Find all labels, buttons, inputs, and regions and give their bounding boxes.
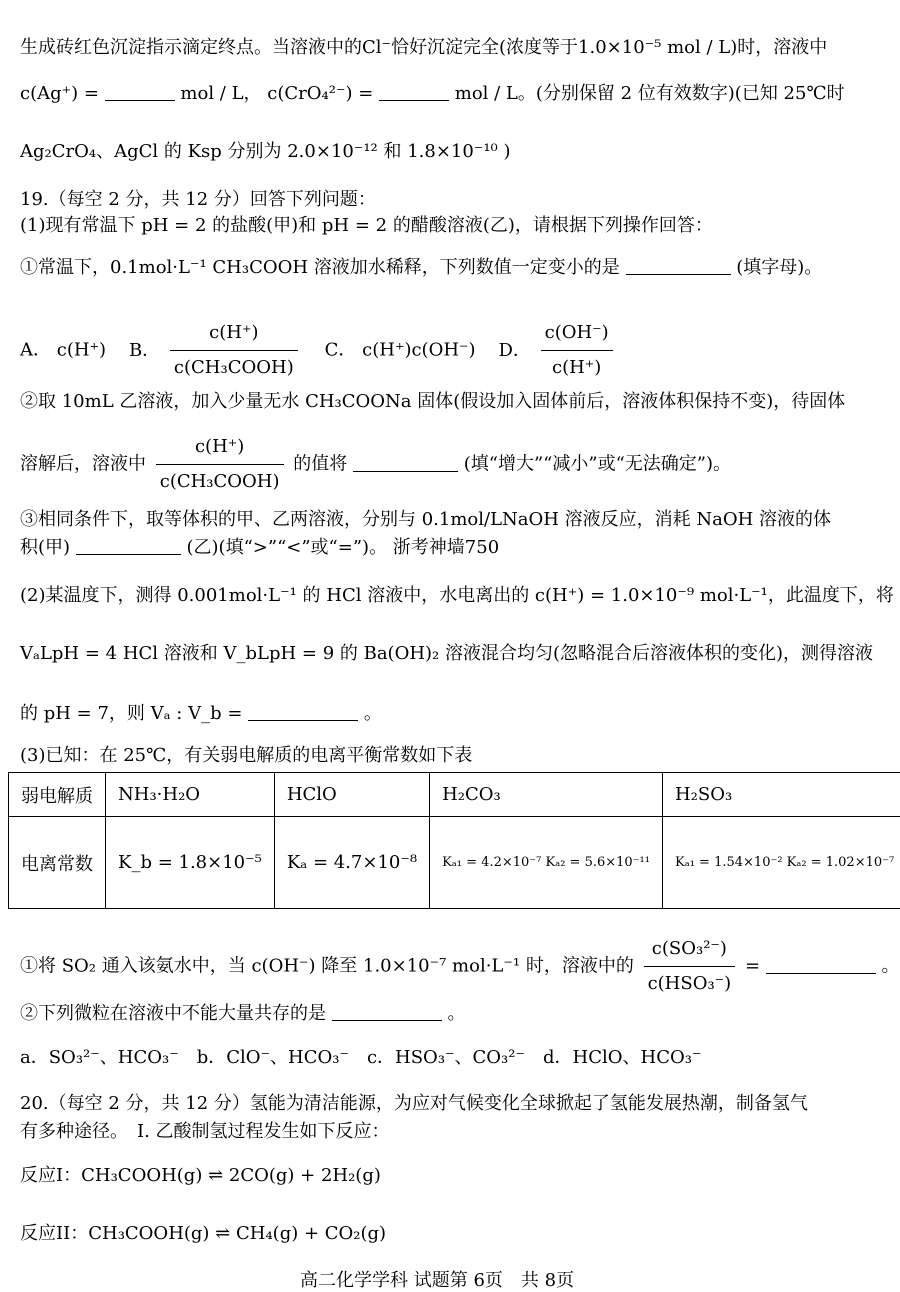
question-19-part2-line3: [20, 702, 382, 726]
question-text: (填“增大”“减小”或“无法确定”)。: [464, 454, 731, 475]
question-19-1: [20, 256, 822, 280]
table-header-cell: H₂SO₃: [662, 773, 900, 817]
unit-text-2: mol / L。(分别保留 2 位有效数字)(已知 25℃时: [455, 83, 845, 104]
answer-blank-19-3[interactable]: [76, 536, 181, 555]
question-text: 积(甲): [20, 537, 70, 558]
reaction-2: 反应II：CH₃COOH(g) ⇌ CH₄(g) + CO₂(g): [20, 1222, 386, 1246]
option-c-label: C．: [325, 340, 357, 361]
answer-blank-19-2[interactable]: [353, 453, 458, 472]
text-line-1: 生成砖红色沉淀指示滴定终点。当溶液中的Cl⁻恰好沉淀完全(浓度等于1.0×10⁻⁵ mol / L)时，溶液中: [20, 36, 827, 60]
ionization-constants-table: [8, 772, 900, 909]
option-b-denominator: c(CH₃COOH): [170, 351, 298, 383]
answer-blank-sulfite-ratio[interactable]: [766, 955, 876, 974]
table-row: [9, 817, 900, 909]
question-20-header: 20.（每空 2 分，共 12 分）氢能为清洁能源，为应对气候变化全球掀起了氢能发展热潮，制备氢气: [20, 1092, 808, 1116]
question-19-part2-line2: VₐLpH = 4 HCl 溶液和 V_bLpH = 9 的 Ba(OH)₂ 溶液混合均匀(忽略混合后溶液体积的变化)，测得溶液: [20, 642, 873, 666]
table-header-cell: NH₃·H₂O: [106, 773, 275, 817]
question-text: 。: [882, 956, 900, 977]
question-text: 的值将: [293, 454, 347, 475]
question-19-3-line1: ③相同条件下，取等体积的甲、乙两溶液，分别与 0.1mol/LNaOH 溶液反应，消耗 NaOH 溶液的体: [20, 508, 831, 532]
question-text: ①将 SO₂ 通入该氨水中，当 c(OH⁻) 降至 1.0×10⁻⁷ mol·L⁻¹ 时，溶液中的: [20, 956, 634, 977]
ag-concentration-label: c(Ag⁺) =: [20, 83, 99, 104]
ratio-denominator: c(CH₃COOH): [156, 465, 284, 497]
equals-sign: =: [745, 956, 760, 977]
cro4-concentration-blank[interactable]: [379, 82, 449, 101]
option-a-expr: c(H⁺): [57, 340, 106, 361]
question-text: 溶解后，溶液中: [20, 454, 146, 475]
question-19-3-2: [20, 1002, 465, 1026]
option-d-denominator: c(H⁺): [541, 351, 613, 383]
table-cell: Kₐ = 4.7×10⁻⁸: [274, 817, 429, 909]
question-19-3-line2: [20, 536, 499, 560]
reaction-1: 反应I：CH₃COOH(g) ⇌ 2CO(g) + 2H₂(g): [20, 1164, 381, 1188]
question-text: 。: [364, 703, 382, 724]
question-19-part1: (1)现有常温下 pH = 2 的盐酸(甲)和 pH = 2 的醋酸溶液(乙)，请根据下列操作回答：: [20, 214, 713, 238]
coexist-options: a．SO₃²⁻、HCO₃⁻ b．ClO⁻、HCO₃⁻ c．HSO₃⁻、CO₃²⁻ d．HClO、HCO₃⁻: [20, 1046, 701, 1070]
question-19-3-1: [20, 934, 900, 999]
ratio-fraction: [156, 432, 284, 497]
question-text: 的 pH = 7，则 Vₐ : V_b =: [20, 703, 242, 724]
question-19-2-line1: ②取 10mL 乙溶液，加入少量无水 CH₃COONa 固体(假设加入固体前后，溶液体积保持不变)，待固体: [20, 390, 845, 414]
answer-blank-coexist[interactable]: [332, 1002, 442, 1021]
question-text: ②下列微粒在溶液中不能大量共存的是: [20, 1003, 326, 1024]
unit-text: mol / L，: [180, 83, 261, 104]
text-line-3: Ag₂CrO₄、AgCl 的 Ksp 分别为 2.0×10⁻¹² 和 1.8×10⁻¹⁰ ): [20, 140, 511, 164]
options-row: [20, 318, 617, 383]
table-header-cell: 弱电解质: [9, 773, 106, 817]
ratio-numerator: c(H⁺): [156, 432, 284, 465]
option-b: [129, 340, 308, 361]
table-header-row: [9, 773, 900, 817]
option-d-numerator: c(OH⁻): [541, 318, 613, 351]
table-cell: Kₐ₁ = 4.2×10⁻⁷ Kₐ₂ = 5.6×10⁻¹¹: [430, 817, 663, 909]
answer-blank-ratio[interactable]: [248, 702, 358, 721]
question-19-header: 19.（每空 2 分，共 12 分）回答下列问题：: [20, 188, 376, 212]
question-19-part3: (3)已知：在 25℃，有关弱电解质的电离平衡常数如下表: [20, 744, 472, 768]
option-b-numerator: c(H⁺): [170, 318, 298, 351]
question-19-2-line2: [20, 432, 731, 497]
option-c-expr: c(H⁺)c(OH⁻): [362, 340, 475, 361]
question-text: (填字母)。: [736, 257, 822, 278]
question-19-part2-line1: (2)某温度下，测得 0.001mol·L⁻¹ 的 HCl 溶液中，水电离出的 c(H⁺) = 1.0×10⁻⁹ mol·L⁻¹，此温度下，将: [20, 584, 894, 608]
table-header-cell: HClO: [274, 773, 429, 817]
table-header-cell: H₂CO₃: [430, 773, 663, 817]
ag-concentration-blank[interactable]: [105, 82, 175, 101]
sulfite-numerator: c(SO₃²⁻): [644, 934, 736, 967]
option-d: [498, 340, 616, 361]
table-cell: 电离常数: [9, 817, 106, 909]
question-text: (乙)(填“>”“<”或“=”)。 浙考神墙750: [187, 537, 500, 558]
cro4-concentration-label: c(CrO₄²⁻) =: [267, 83, 373, 104]
table-cell: K_b = 1.8×10⁻⁵: [106, 817, 275, 909]
option-a: [20, 340, 106, 361]
question-text: ①常温下，0.1mol·L⁻¹ CH₃COOH 溶液加水稀释，下列数值一定变小的是: [20, 257, 620, 278]
option-d-label: D．: [498, 340, 530, 361]
sulfite-denominator: c(HSO₃⁻): [644, 967, 736, 999]
option-c: [325, 340, 476, 361]
sulfite-ratio-fraction: [644, 934, 736, 999]
option-a-label: A．: [20, 340, 51, 361]
question-20-line2: 有多种途径。 I. 乙酸制氢过程发生如下反应：: [20, 1120, 390, 1144]
answer-blank-19-1[interactable]: [626, 256, 731, 275]
page-footer: 高二化学学科 试题第 6页 共 8页: [300, 1266, 574, 1292]
option-b-label: B．: [129, 340, 160, 361]
text-line-2: [20, 82, 845, 106]
option-d-fraction: [541, 318, 613, 383]
table-cell: Kₐ₁ = 1.54×10⁻² Kₐ₂ = 1.02×10⁻⁷: [662, 817, 900, 909]
question-text: 。: [447, 1003, 465, 1024]
option-b-fraction: [170, 318, 298, 383]
